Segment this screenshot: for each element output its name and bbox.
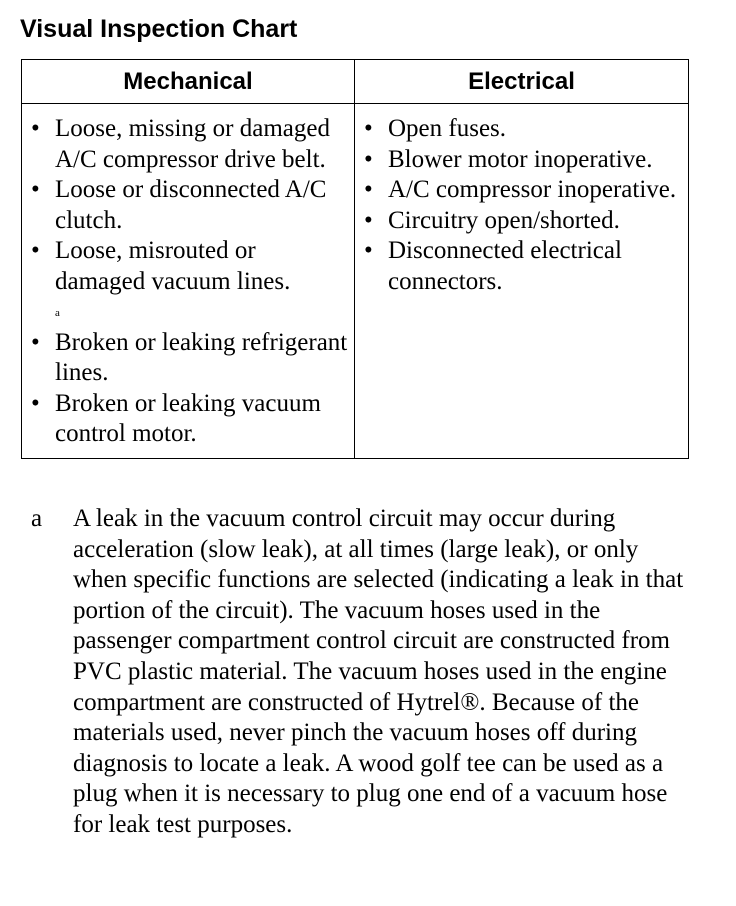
list-item [363,236,682,297]
bullet: • [31,328,40,356]
bullet: • [364,206,373,234]
mechanical-item: Loose, misrouted or damaged vacuum lines. [55,237,291,295]
column-header-mechanical: Mechanical [22,60,355,104]
list-item [363,114,682,145]
electrical-item: Circuitry open/shorted. [388,206,620,234]
list-item [30,114,348,175]
table-header-row [22,60,689,104]
list-item [363,175,682,206]
bullet: • [364,145,373,173]
bullet: • [31,389,40,417]
electrical-list [363,114,682,298]
electrical-item: A/C compressor inoperative. [388,176,677,204]
footnote-marker: a [31,505,43,532]
list-item [30,328,348,389]
electrical-item: Blower motor inoperative. [388,145,653,173]
footnote-text: A leak in the vacuum control circuit may occur during acceleration (slow leak), at all times (large leak), or only when specific functions are selected (indicating a leak in that portion of the circuit). The vacuum hoses used in the passenger compartment control circuit are constructed from PVC plastic material. The vacuum hoses used in the engine compartment are constructed of Hytrel®. Because of the materials used, never pinch the vacuum hoses off during diagnosis to locate a leak. A wood golf tee can be used as a plug when it is necessary to plug one end of a vacuum hose for leak test purposes. [73,505,684,838]
mechanical-cell [22,104,355,459]
mechanical-list [30,114,348,450]
bullet: • [364,237,373,265]
list-item [30,389,348,450]
footnote-reference: a [55,306,60,319]
column-header-electrical: Electrical [355,60,689,104]
footnote [31,504,691,841]
bullet: • [364,176,373,204]
electrical-cell [355,104,689,459]
bullet: • [31,176,40,204]
inspection-table [21,59,689,459]
mechanical-item: Loose, missing or damaged A/C compressor drive belt. [55,115,330,173]
list-item [363,206,682,237]
list-item [30,175,348,236]
mechanical-item: Broken or leaking refrigerant lines. [55,328,348,387]
electrical-item: Disconnected electrical connectors. [388,237,622,295]
bullet: • [364,115,373,142]
table-row [22,104,689,459]
mechanical-item: Loose or disconnected A/C clutch. [55,176,327,234]
bullet: • [31,115,40,142]
bullet: • [31,237,40,265]
list-item [363,145,682,176]
list-item [30,236,348,327]
page-title: Visual Inspection Chart [20,15,298,43]
mechanical-item: Broken or leaking vacuum control motor. [55,389,321,448]
electrical-item: Open fuses. [388,115,507,142]
